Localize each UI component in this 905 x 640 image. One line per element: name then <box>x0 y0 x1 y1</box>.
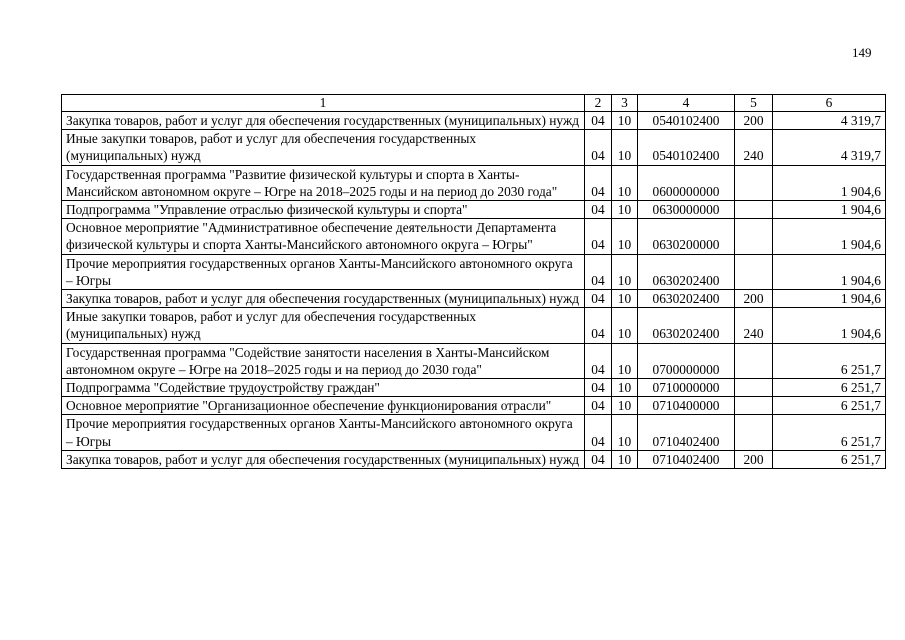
target-article-cell: 0630000000 <box>638 201 735 219</box>
section-code-cell: 04 <box>585 415 612 450</box>
header-cell-3: 3 <box>612 95 638 112</box>
target-article-cell: 0630202400 <box>638 308 735 343</box>
amount-cell: 6 251,7 <box>773 415 886 450</box>
table-row <box>62 397 886 415</box>
row-name-cell: Государственная программа "Развитие физической культуры и спорта в Ханты-Мансийском автономном округе – Югре на 2018–2025 годы и на период до 2030 года" <box>62 165 585 200</box>
amount-cell: 1 904,6 <box>773 201 886 219</box>
section-code-cell: 04 <box>585 379 612 397</box>
subsection-code-cell: 10 <box>612 450 638 468</box>
expense-type-cell: 240 <box>735 308 773 343</box>
target-article-cell: 0630202400 <box>638 254 735 289</box>
row-name-cell: Закупка товаров, работ и услуг для обеспечения государственных (муниципальных) нужд <box>62 450 585 468</box>
expense-type-cell <box>735 343 773 378</box>
table-row <box>62 165 886 200</box>
section-code-cell: 04 <box>585 308 612 343</box>
target-article-cell: 0630200000 <box>638 219 735 254</box>
section-code-cell: 04 <box>585 201 612 219</box>
amount-cell: 1 904,6 <box>773 165 886 200</box>
header-cell-2: 2 <box>585 95 612 112</box>
target-article-cell: 0700000000 <box>638 343 735 378</box>
target-article-cell: 0710000000 <box>638 379 735 397</box>
header-cell-1: 1 <box>62 95 585 112</box>
subsection-code-cell: 10 <box>612 308 638 343</box>
row-name-cell: Закупка товаров, работ и услуг для обеспечения государственных (муниципальных) нужд <box>62 112 585 130</box>
expense-type-cell <box>735 165 773 200</box>
subsection-code-cell: 10 <box>612 343 638 378</box>
target-article-cell: 0710402400 <box>638 450 735 468</box>
table-row <box>62 201 886 219</box>
subsection-code-cell: 10 <box>612 254 638 289</box>
header-cell-4: 4 <box>638 95 735 112</box>
row-name-cell: Основное мероприятие "Административное обеспечение деятельности Департамента физической культуры и спорта Ханты-Мансийского автономного округа – Югры" <box>62 219 585 254</box>
subsection-code-cell: 10 <box>612 165 638 200</box>
expense-type-cell <box>735 254 773 289</box>
expense-type-cell: 200 <box>735 290 773 308</box>
table-row <box>62 450 886 468</box>
row-name-cell: Основное мероприятие "Организационное обеспечение функционирования отрасли" <box>62 397 585 415</box>
header-cell-6: 6 <box>773 95 886 112</box>
row-name-cell: Прочие мероприятия государственных органов Ханты-Мансийского автономного округа – Югры <box>62 415 585 450</box>
target-article-cell: 0600000000 <box>638 165 735 200</box>
table-row <box>62 254 886 289</box>
amount-cell: 1 904,6 <box>773 308 886 343</box>
expense-type-cell <box>735 415 773 450</box>
expense-type-cell <box>735 397 773 415</box>
section-code-cell: 04 <box>585 397 612 415</box>
section-code-cell: 04 <box>585 290 612 308</box>
row-name-cell: Прочие мероприятия государственных органов Ханты-Мансийского автономного округа – Югры <box>62 254 585 289</box>
table-row <box>62 343 886 378</box>
row-name-cell: Государственная программа "Содействие занятости населения в Ханты-Мансийском автономном округе – Югре на 2018–2025 годы и на период до 2030 года" <box>62 343 585 378</box>
section-code-cell: 04 <box>585 450 612 468</box>
expense-type-cell <box>735 219 773 254</box>
expense-type-cell: 240 <box>735 130 773 165</box>
subsection-code-cell: 10 <box>612 201 638 219</box>
section-code-cell: 04 <box>585 254 612 289</box>
row-name-cell: Подпрограмма "Содействие трудоустройству граждан" <box>62 379 585 397</box>
table-row <box>62 219 886 254</box>
table-row <box>62 112 886 130</box>
target-article-cell: 0710400000 <box>638 397 735 415</box>
amount-cell: 1 904,6 <box>773 219 886 254</box>
table-row <box>62 415 886 450</box>
expense-type-cell <box>735 201 773 219</box>
expense-type-cell: 200 <box>735 112 773 130</box>
budget-table <box>61 94 886 469</box>
section-code-cell: 04 <box>585 130 612 165</box>
table-row <box>62 308 886 343</box>
amount-cell: 6 251,7 <box>773 379 886 397</box>
table-row <box>62 290 886 308</box>
section-code-cell: 04 <box>585 112 612 130</box>
row-name-cell: Иные закупки товаров, работ и услуг для обеспечения государственных (муниципальных) нужд <box>62 130 585 165</box>
amount-cell: 6 251,7 <box>773 450 886 468</box>
table-row <box>62 130 886 165</box>
row-name-cell: Закупка товаров, работ и услуг для обеспечения государственных (муниципальных) нужд <box>62 290 585 308</box>
section-code-cell: 04 <box>585 219 612 254</box>
expense-type-cell <box>735 379 773 397</box>
expense-type-cell: 200 <box>735 450 773 468</box>
subsection-code-cell: 10 <box>612 379 638 397</box>
amount-cell: 6 251,7 <box>773 343 886 378</box>
subsection-code-cell: 10 <box>612 415 638 450</box>
target-article-cell: 0540102400 <box>638 130 735 165</box>
page-number: 149 <box>852 45 872 60</box>
amount-cell: 6 251,7 <box>773 397 886 415</box>
amount-cell: 4 319,7 <box>773 130 886 165</box>
target-article-cell: 0540102400 <box>638 112 735 130</box>
section-code-cell: 04 <box>585 343 612 378</box>
subsection-code-cell: 10 <box>612 219 638 254</box>
amount-cell: 4 319,7 <box>773 112 886 130</box>
subsection-code-cell: 10 <box>612 397 638 415</box>
amount-cell: 1 904,6 <box>773 290 886 308</box>
section-code-cell: 04 <box>585 165 612 200</box>
header-cell-5: 5 <box>735 95 773 112</box>
subsection-code-cell: 10 <box>612 112 638 130</box>
header-row <box>62 95 886 112</box>
target-article-cell: 0710402400 <box>638 415 735 450</box>
row-name-cell: Подпрограмма "Управление отраслью физической культуры и спорта" <box>62 201 585 219</box>
row-name-cell: Иные закупки товаров, работ и услуг для обеспечения государственных (муниципальных) нужд <box>62 308 585 343</box>
subsection-code-cell: 10 <box>612 130 638 165</box>
subsection-code-cell: 10 <box>612 290 638 308</box>
target-article-cell: 0630202400 <box>638 290 735 308</box>
table-row <box>62 379 886 397</box>
amount-cell: 1 904,6 <box>773 254 886 289</box>
